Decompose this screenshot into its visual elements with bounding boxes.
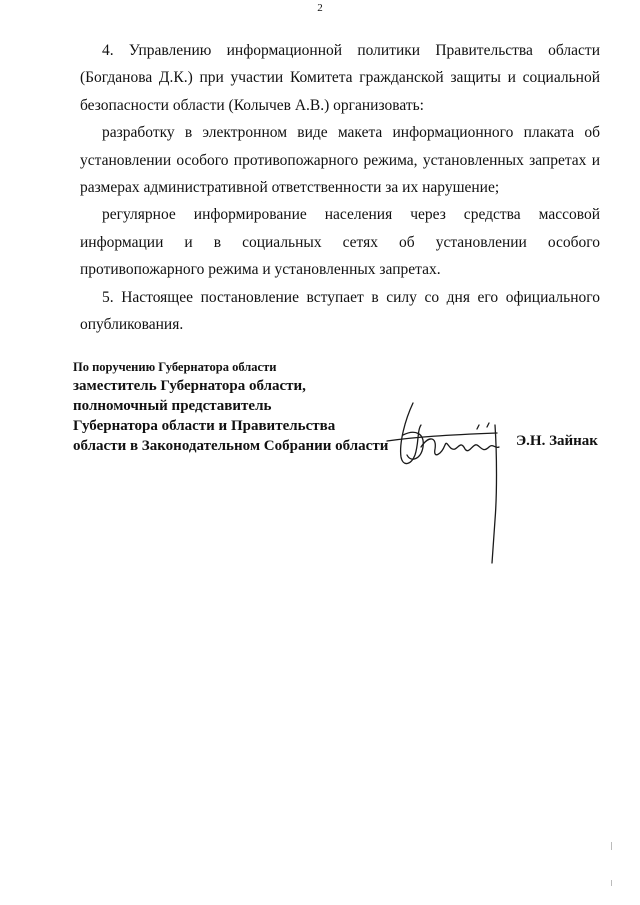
handwritten-signature xyxy=(385,395,515,570)
paragraph-public-informing: регулярное информирование населения через средства массовой информации и в социальных сетях об установлении особого противопожарного режима и установленных запретах. xyxy=(80,206,600,279)
document-body xyxy=(80,37,600,338)
signer-position-line-1: заместитель Губернатора области, xyxy=(73,378,306,394)
paragraph-poster-development: разработку в электронном виде макета информационного плаката об установлении особого противопожарного режима, установленных запретах и размерах административной ответственности за их нарушение; xyxy=(80,124,600,197)
paragraph-item-4: 4. Управлению информационной политики Правительства области (Богданова Д.К.) при участии Комитета гражданской защиты и социальной безопасности области (Колычев А.В.) организовать: xyxy=(80,42,600,114)
signer-position-line-3: Губернатора области и Правительства xyxy=(73,418,336,434)
scan-edge-mark-top xyxy=(611,842,612,850)
page-number: 2 xyxy=(317,2,323,14)
signature-block xyxy=(73,358,433,456)
paragraph-item-5: 5. Настоящее постановление вступает в силу со дня его официального опубликования. xyxy=(80,288,600,334)
signer-position-line-4: области в Законодательном Собрании области xyxy=(73,438,389,454)
signer-name: Э.Н. Зайнак xyxy=(516,433,598,449)
signer-position-line-2: полномочный представитель xyxy=(73,398,272,414)
signature-instruction-line: По поручению Губернатора области xyxy=(73,360,277,374)
scan-edge-mark-bottom xyxy=(611,880,612,886)
